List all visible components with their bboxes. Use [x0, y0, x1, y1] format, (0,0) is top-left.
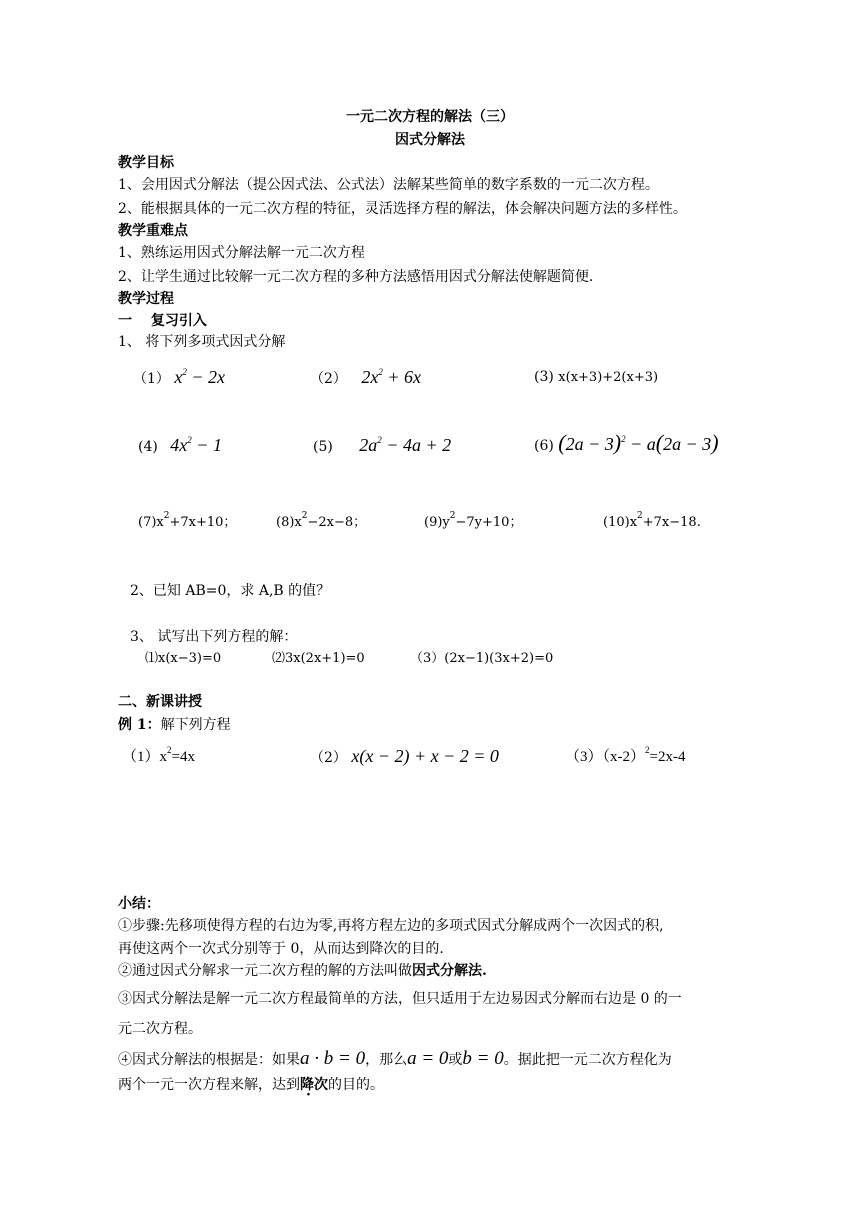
- math-expression: $(2a - 3)^2 - a(2a - 3)$: [558, 430, 719, 455]
- problem-10: $(10)x^2+7x-18$.: [603, 511, 701, 530]
- problem-4: [138, 434, 222, 459]
- term-factorization: 因式分解法.: [412, 963, 487, 979]
- problem-2: [310, 366, 421, 391]
- summary-heading: 小结：: [118, 896, 160, 912]
- example-text: 解下列方程: [160, 717, 231, 733]
- example-1-heading: [118, 716, 231, 734]
- math-expression: $4x^2 - 1$: [170, 435, 222, 455]
- math-expression: $2a^2 - 4a + 2$: [359, 435, 452, 455]
- key-2: 2、让学生通过比较解一元二次方程的多种方法感悟用因式分解法使解题简便.: [118, 269, 594, 285]
- question-2: 2、已知 AB=0，求 A,B 的值？: [130, 583, 331, 599]
- math-expression: x(x − 2) + x − 2 = 0: [351, 746, 499, 766]
- problem-9: $(9)y^2-7y+10$；: [424, 511, 523, 530]
- math-expression: x(x+3)+2(x+3): [558, 370, 659, 385]
- problem-label: (7): [138, 515, 157, 530]
- solve-2: ⑵3x(2x+1)=0: [272, 651, 365, 666]
- math-expression: a · b = 0: [300, 1048, 366, 1069]
- doc-title: 一元二次方程的解法（三）: [346, 109, 514, 125]
- goal-1: 1、会用因式分解法（提公因式法、公式法）法解某些简单的数字系数的一元二次方程。: [118, 177, 659, 193]
- problem-label: (5): [313, 439, 333, 455]
- heading-key-points: 教学重难点: [118, 223, 188, 239]
- problem-label: (3): [534, 369, 554, 385]
- problem-1: [133, 366, 225, 391]
- example-label: 例 1：: [118, 717, 161, 733]
- problem-label: (10): [603, 515, 630, 530]
- summary-4-line-1: ④因式分解法的根据是：如果a · b = 0，那么a = 0或b = 0。据此把一元二次方程化为: [118, 1048, 672, 1069]
- problem-label: （2）: [310, 371, 347, 387]
- question-1: 1、 将下列多项式因式分解: [118, 334, 286, 350]
- term-reduce-degree: 降次: [300, 1077, 328, 1093]
- problem-label: (9): [424, 515, 443, 530]
- heading-process: 教学过程: [118, 291, 174, 307]
- example-eq-1: $(1)x^2=4x$: [122, 745, 195, 765]
- problem-5: [313, 434, 451, 459]
- goal-2: 2、能根据具体的一元二次方程的特征，灵活选择方程的解法，体会解决问题方法的多样性。: [118, 201, 687, 217]
- problem-label: (6): [534, 438, 554, 454]
- summary-2: ②通过因式分解求一元二次方程的解的方法叫做因式分解法.: [118, 963, 487, 979]
- problem-label: （2）: [310, 750, 347, 766]
- summary-3-line-1: ③因式分解法是解一元二次方程最简单的方法，但只适用于左边易因式分解而右边是 0 的一: [118, 991, 682, 1007]
- math-expression: $2x^2 + 6x$: [361, 367, 422, 387]
- problem-label: (8): [276, 515, 295, 530]
- part-2-heading: 二、新课讲授: [118, 694, 202, 710]
- part-1-heading: 一 复习引入: [118, 313, 207, 329]
- example-eq-3: $(3)(x-2)^2=2x-4$: [565, 745, 686, 765]
- example-eq-2: [310, 745, 499, 767]
- problem-8: $(8)x^2-2x-8$；: [276, 511, 367, 530]
- solve-3: （3）(2x−1)(3x+2)=0: [410, 651, 554, 666]
- summary-1-line-1: ①步骤:先移项使得方程的右边为零,再将方程左边的多项式因式分解成两个一次因式的积,: [118, 918, 664, 934]
- question-3: 3、 试写出下列方程的解：: [130, 629, 298, 645]
- summary-1-line-2: 再使这两个一次式分别等于 0，从而达到降次的目的.: [118, 941, 444, 957]
- doc-subtitle: 因式分解法: [395, 132, 465, 148]
- problem-7: $(7)x^2+7x+10$；: [138, 511, 237, 530]
- summary-3-line-2: 元二次方程。: [118, 1021, 202, 1037]
- math-expression: b = 0: [462, 1048, 504, 1069]
- problem-label: （1）: [133, 371, 170, 387]
- math-expression: a = 0: [407, 1048, 449, 1069]
- heading-goals: 教学目标: [118, 155, 174, 171]
- problem-label: (4): [138, 439, 158, 455]
- key-1: 1、熟练运用因式分解法解一元二次方程: [118, 245, 365, 261]
- summary-4-line-2: 两个一元一次方程来解，达到降次的目的。: [118, 1077, 384, 1093]
- problem-6: [534, 432, 719, 458]
- problem-3: [534, 368, 658, 387]
- solve-1: ⑴x(x−3)=0: [145, 651, 222, 666]
- math-expression: $x^2 - 2x$: [174, 367, 226, 387]
